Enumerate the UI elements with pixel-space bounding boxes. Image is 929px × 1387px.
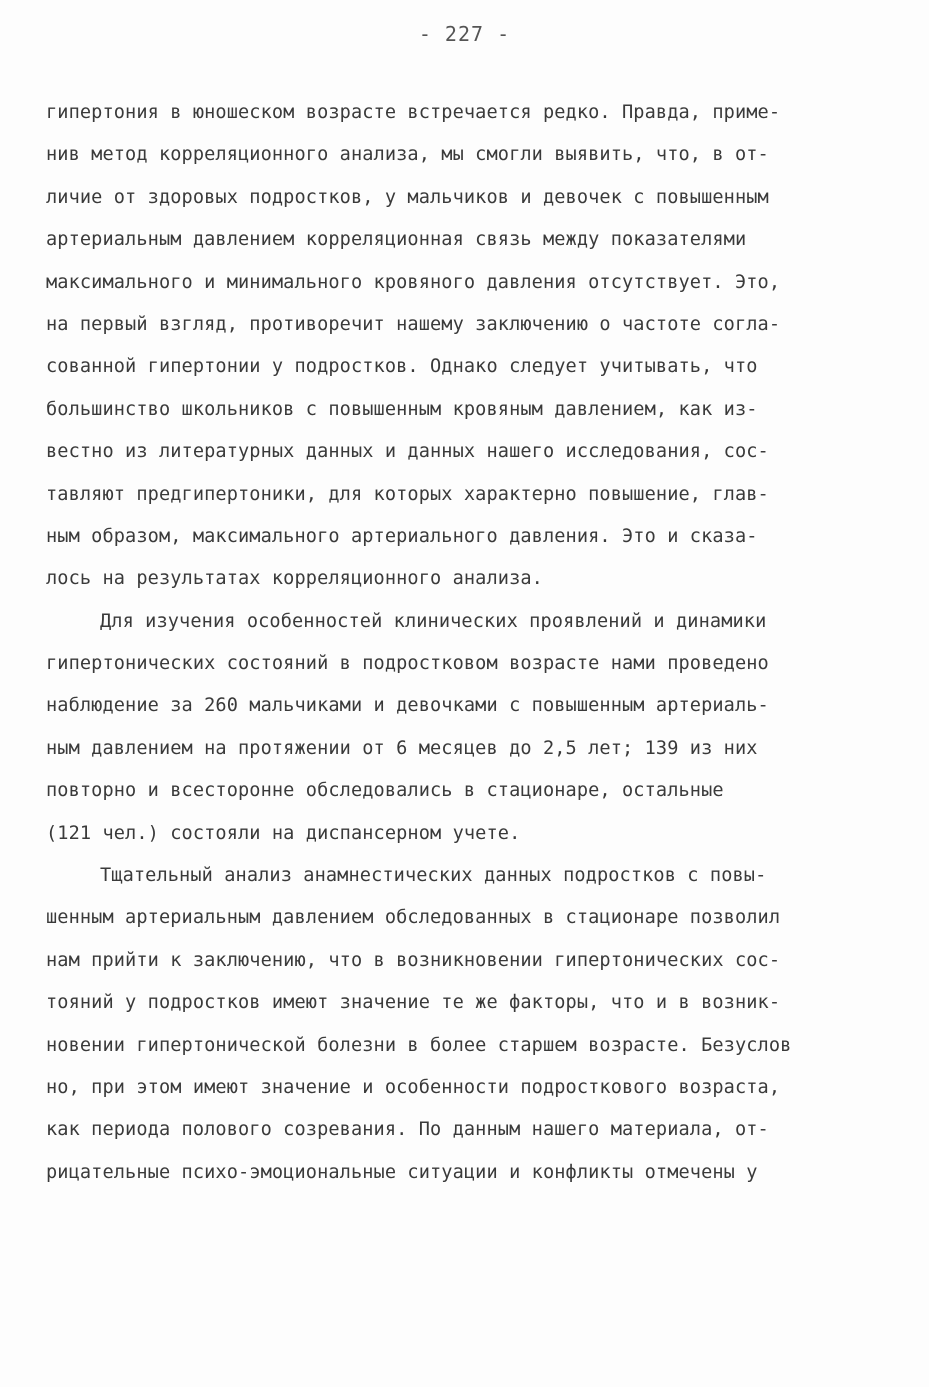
text-line: на первый взгляд, противоречит нашему заключению о частоте согла-: [46, 313, 781, 335]
text-line: ным образом, максимального артериального давления. Это и сказа-: [46, 525, 758, 547]
text-line: нам прийти к заключению, что в возникновении гипертонических сос-: [46, 949, 781, 971]
text-line: рицательные психо-эмоциональные ситуации и конфликты отмечены у: [46, 1161, 758, 1183]
paragraph-start-line: Тщательный анализ анамнестических данных подростков с повы-: [100, 865, 767, 887]
page-number: - 227 -: [418, 22, 511, 46]
text-line: как периода полового созревания. По данным нашего материала, от-: [46, 1119, 769, 1141]
text-line: ным давлением на протяжении от 6 месяцев до 2,5 лет; 139 из них: [46, 737, 758, 759]
text-line: шенным артериальным давлением обследованных в стационаре позволил: [46, 907, 781, 929]
text-line: (121 чел.) состояли на диспансерном учете.: [46, 822, 521, 844]
text-line: повторно и всесторонне обследовались в стационаре, остальные: [46, 780, 724, 802]
text-line: артериальным давлением корреляционная связь между показателями: [46, 229, 747, 251]
text-line: гипертония в юношеском возрасте встречается редко. Правда, приме-: [46, 102, 781, 123]
text-line: максимального и минимального кровяного давления отсутствует. Это,: [46, 271, 781, 293]
body-text: [46, 92, 896, 1194]
text-line: лось на результатах корреляционного анализа.: [46, 568, 543, 590]
text-line: сованной гипертонии у подростков. Однако следует учитывать, что: [46, 356, 758, 378]
text-line: новении гипертонической болезни в более старшем возрасте. Безуслов: [46, 1034, 792, 1056]
text-line: наблюдение за 260 мальчиками и девочками с повышенным артериаль-: [46, 695, 769, 717]
text-line: тавляют предгипертоники, для которых характерно повышение, глав-: [46, 483, 769, 505]
text-line: тояний у подростков имеют значение те же факторы, что и в возник-: [46, 992, 781, 1014]
text-line: но, при этом имеют значение и особенности подросткового возраста,: [46, 1076, 781, 1098]
text-line: вестно из литературных данных и данных нашего исследования, сос-: [46, 441, 769, 463]
text-line: нив метод корреляционного анализа, мы смогли выявить, что, в от-: [46, 144, 769, 166]
paragraph-start-line: Для изучения особенностей клинических проявлений и динамики: [100, 610, 767, 632]
text-line: гипертонических состояний в подростковом возрасте нами проведено: [46, 653, 769, 675]
text-line: большинство школьников с повышенным кровяным давлением, как из-: [46, 398, 758, 420]
text-line: личие от здоровых подростков, у мальчиков и девочек с повышенным: [46, 186, 769, 208]
